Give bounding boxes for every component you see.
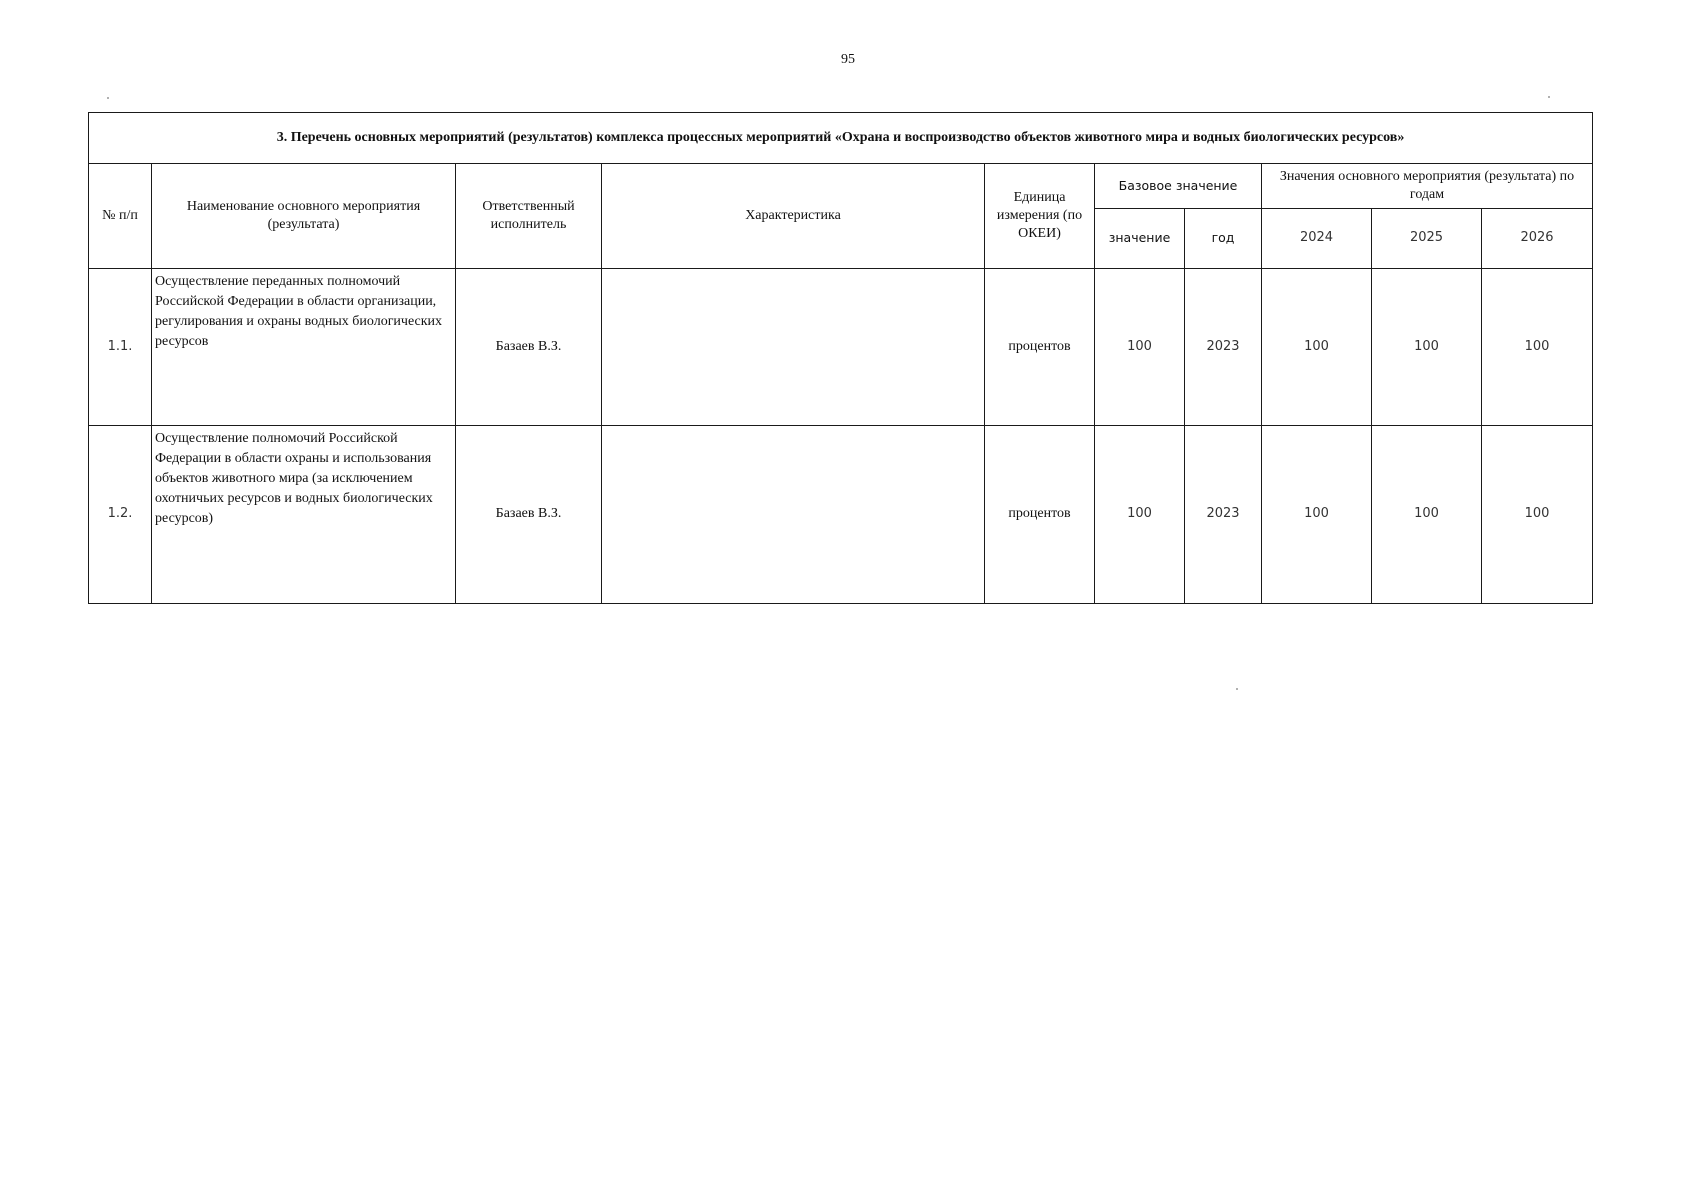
row-num: 1.2. <box>89 426 152 604</box>
header-year-2026: 2026 <box>1482 209 1593 269</box>
table-row <box>89 426 1593 604</box>
header-year-2024: 2024 <box>1262 209 1372 269</box>
results-table <box>88 112 1593 604</box>
scan-speck <box>1236 688 1238 690</box>
row-value-2025: 100 <box>1372 426 1482 604</box>
page-number: 95 <box>841 52 855 67</box>
header-unit: Единица измерения (по ОКЕИ) <box>985 164 1095 269</box>
row-value-2026: 100 <box>1482 269 1593 426</box>
row-base-year: 2023 <box>1185 426 1262 604</box>
header-num: № п/п <box>89 164 152 269</box>
row-value-2026: 100 <box>1482 426 1593 604</box>
row-base-value: 100 <box>1095 269 1185 426</box>
scan-speck <box>107 97 109 99</box>
scan-speck <box>1548 96 1550 98</box>
header-name: Наименование основного мероприятия (результата) <box>152 164 456 269</box>
row-responsible: Базаев В.З. <box>456 269 602 426</box>
row-value-2024: 100 <box>1262 269 1372 426</box>
header-by-years: Значения основного мероприятия (результата) по годам <box>1262 164 1593 209</box>
header-year-2025: 2025 <box>1372 209 1482 269</box>
row-unit: процентов <box>985 269 1095 426</box>
table-title: 3. Перечень основных мероприятий (результатов) комплекса процессных мероприятий «Охрана и воспроизводство объектов животного мира и водных биологических ресурсов» <box>89 113 1593 164</box>
header-base-year: год <box>1185 209 1262 269</box>
row-name: Осуществление переданных полномочий Российской Федерации в области организации, регулирования и охраны водных биологических ресурсов <box>152 269 456 426</box>
header-base: Базовое значение <box>1095 164 1262 209</box>
row-responsible: Базаев В.З. <box>456 426 602 604</box>
row-characteristic <box>602 426 985 604</box>
row-unit: процентов <box>985 426 1095 604</box>
row-base-value: 100 <box>1095 426 1185 604</box>
table-row <box>89 269 1593 426</box>
row-base-year: 2023 <box>1185 269 1262 426</box>
row-value-2024: 100 <box>1262 426 1372 604</box>
row-num: 1.1. <box>89 269 152 426</box>
header-characteristic: Характеристика <box>602 164 985 269</box>
row-characteristic <box>602 269 985 426</box>
header-responsible: Ответственный исполнитель <box>456 164 602 269</box>
header-base-value: значение <box>1095 209 1185 269</box>
row-value-2025: 100 <box>1372 269 1482 426</box>
row-name: Осуществление полномочий Российской Федерации в области охраны и использования объектов животного мира (за исключением охотничьих ресурсов и водных биологических ресурсов) <box>152 426 456 604</box>
